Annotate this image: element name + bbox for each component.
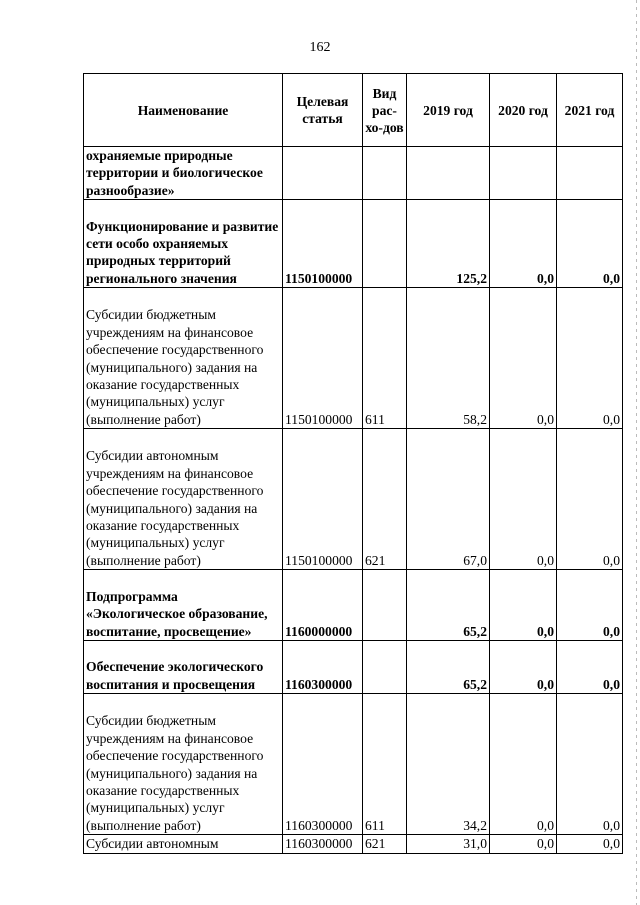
row-2021: 0,0 <box>557 288 623 429</box>
row-name: Подпрограмма «Экологическое образование, воспитание, просвещение» <box>84 570 283 641</box>
row-target-article: 1150100000 <box>283 200 363 288</box>
row-target-article: 1160300000 <box>283 835 363 853</box>
header-2021: 2021 год <box>557 74 623 147</box>
table-row <box>84 641 623 694</box>
row-name: Субсидии бюджетным учреждениям на финансовое обеспечение государственного (муниципального) задания на оказание государственных (муниципальных) услуг (выполнение работ) <box>84 288 283 429</box>
row-target-article: 1150100000 <box>283 288 363 429</box>
row-2020: 0,0 <box>490 570 557 641</box>
header-expense-kind: Вид рас-хо-дов <box>363 74 407 147</box>
row-expense-kind: 611 <box>363 694 407 835</box>
row-target-article: 1150100000 <box>283 429 363 570</box>
row-expense-kind <box>363 147 407 200</box>
header-2020: 2020 год <box>490 74 557 147</box>
row-expense-kind: 621 <box>363 835 407 853</box>
row-2021 <box>557 147 623 200</box>
row-2021: 0,0 <box>557 694 623 835</box>
row-2021: 0,0 <box>557 835 623 853</box>
row-2020 <box>490 147 557 200</box>
row-expense-kind: 611 <box>363 288 407 429</box>
row-name: Субсидии автономным учреждениям на финансовое обеспечение государственного (муниципального) задания на оказание государственных (муниципальных) услуг (выполнение работ) <box>84 429 283 570</box>
row-2020: 0,0 <box>490 835 557 853</box>
table-row <box>84 694 623 835</box>
table-row <box>84 200 623 288</box>
row-2021: 0,0 <box>557 200 623 288</box>
row-name: охраняемые природные территории и биологическое разнообразие» <box>84 147 283 200</box>
row-target-article <box>283 147 363 200</box>
table-row <box>84 570 623 641</box>
table-row <box>84 429 623 570</box>
row-2019: 67,0 <box>407 429 490 570</box>
row-2020: 0,0 <box>490 429 557 570</box>
budget-table <box>83 73 623 854</box>
row-target-article: 1160300000 <box>283 694 363 835</box>
row-2020: 0,0 <box>490 288 557 429</box>
header-target-article: Целевая статья <box>283 74 363 147</box>
row-target-article: 1160000000 <box>283 570 363 641</box>
row-expense-kind: 621 <box>363 429 407 570</box>
row-target-article: 1160300000 <box>283 641 363 694</box>
scan-edge-line <box>636 0 637 905</box>
row-2019: 58,2 <box>407 288 490 429</box>
row-name: Субсидии автономным <box>84 835 283 853</box>
table-row <box>84 835 623 853</box>
row-expense-kind <box>363 200 407 288</box>
row-2021: 0,0 <box>557 570 623 641</box>
row-expense-kind <box>363 570 407 641</box>
row-2019 <box>407 147 490 200</box>
header-name: Наименование <box>84 74 283 147</box>
table-row <box>84 147 623 200</box>
row-2021: 0,0 <box>557 429 623 570</box>
row-2019: 65,2 <box>407 641 490 694</box>
table-row <box>84 288 623 429</box>
row-2019: 65,2 <box>407 570 490 641</box>
row-expense-kind <box>363 641 407 694</box>
row-name: Субсидии бюджетным учреждениям на финансовое обеспечение государственного (муниципального) задания на оказание государственных (муниципальных) услуг (выполнение работ) <box>84 694 283 835</box>
row-name: Функционирование и развитие сети особо охраняемых природных территорий регионального значения <box>84 200 283 288</box>
row-name: Обеспечение экологического воспитания и просвещения <box>84 641 283 694</box>
row-2020: 0,0 <box>490 200 557 288</box>
table-header-row <box>84 74 623 147</box>
row-2019: 125,2 <box>407 200 490 288</box>
header-2019: 2019 год <box>407 74 490 147</box>
row-2020: 0,0 <box>490 694 557 835</box>
page-number: 162 <box>309 40 331 55</box>
row-2021: 0,0 <box>557 641 623 694</box>
row-2019: 34,2 <box>407 694 490 835</box>
row-2020: 0,0 <box>490 641 557 694</box>
row-2019: 31,0 <box>407 835 490 853</box>
